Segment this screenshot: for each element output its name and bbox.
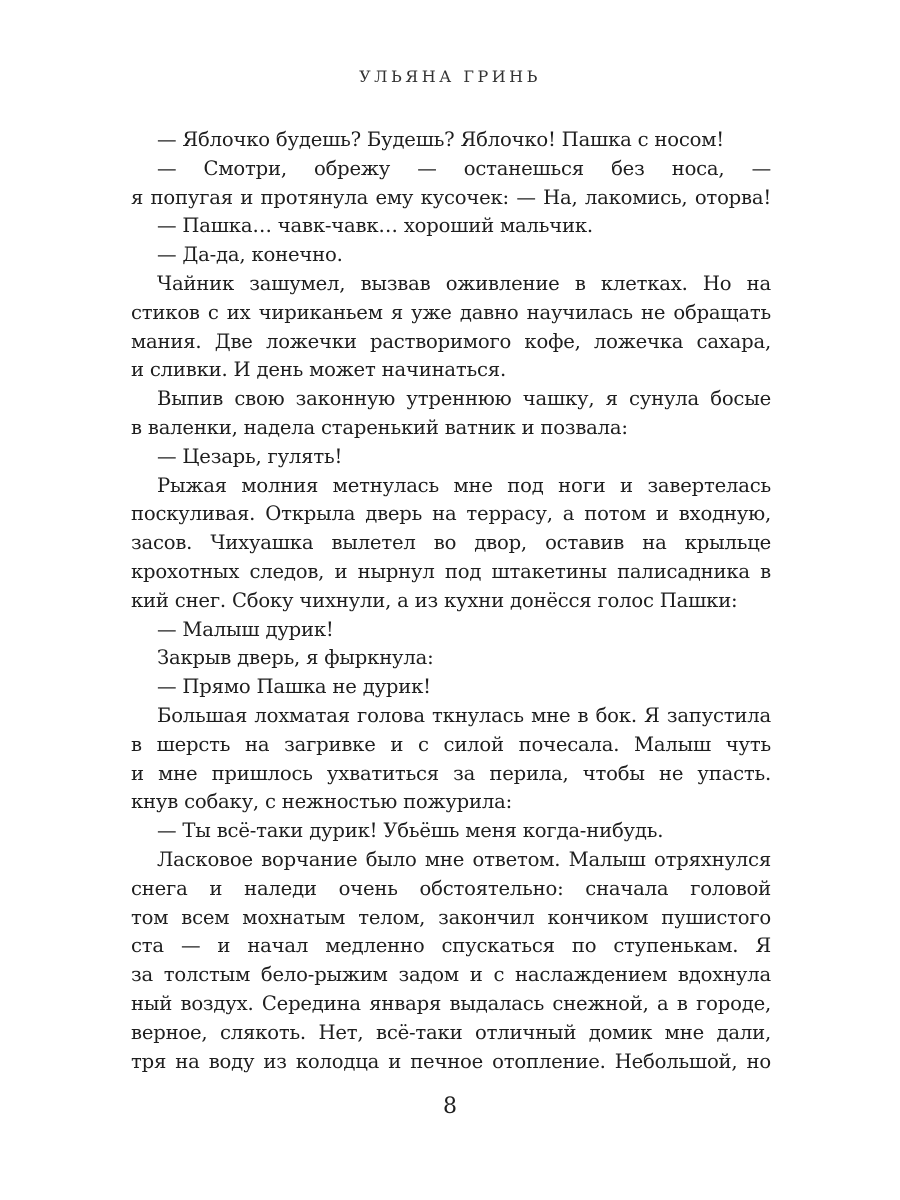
text-line: — Цезарь, гулять!	[157, 444, 343, 468]
text-line: том всем мохнатым телом, закончил кончиком пушистого	[131, 905, 771, 929]
text-line: и мне пришлось ухватиться за перила, чтобы не упасть.	[131, 761, 771, 785]
text-line: — Пашка… чавк-чавк… хороший мальчик.	[157, 214, 593, 238]
text-line: тря на воду из колодца и печное отопление. Небольшой, но	[131, 1049, 771, 1073]
text-line: Чайник зашумел, вызвав оживление в клетках. Но на	[157, 271, 771, 295]
text-line: я попугая и протянула ему кусочек: — На, лакомись, оторва!	[131, 185, 771, 209]
text-line: засов. Чихуашка вылетел во двор, оставив на крыльце	[131, 531, 771, 555]
text-line: кий снег. Сбоку чихнули, а из кухни донёсся голос Пашки:	[131, 588, 738, 612]
text-line: кнув собаку, с нежностью пожурила:	[131, 790, 513, 814]
text-line: ный воздух. Середина января выдалась снежной, а в городе,	[131, 991, 771, 1015]
text-line: — Ты всё-таки дурик! Убьёшь меня когда-нибудь.	[157, 819, 664, 843]
text-line: — Яблочко будешь? Будешь? Яблочко! Пашка с носом!	[157, 128, 724, 151]
text-line: мания. Две ложечки растворимого кофе, ложечка сахара,	[131, 329, 771, 353]
text-line: за толстым бело-рыжим задом и с наслаждением вдохнула	[131, 963, 771, 987]
text-line: ста — и начал медленно спускаться по ступенькам. Я	[131, 934, 771, 958]
body-text	[131, 126, 771, 1076]
text-line: — Да-да, конечно.	[157, 243, 343, 267]
text-line: Ласковое ворчание было мне ответом. Малыш отряхнулся	[157, 847, 771, 871]
running-head-author: УЛЬЯНА ГРИНЬ	[359, 67, 541, 86]
page-number: 8	[443, 1094, 457, 1119]
text-line: в шерсть на загривке и с силой почесала. Малыш чуть	[131, 732, 771, 756]
text-line: и сливки. И день может начинаться.	[131, 358, 506, 382]
text-line: стиков с их чириканьем я уже давно научилась не обращать	[131, 300, 771, 324]
text-line: — Малыш дурик!	[157, 617, 334, 641]
text-line: в валенки, надела старенький ватник и позвала:	[131, 415, 628, 439]
text-line: — Прямо Пашка не дурик!	[157, 675, 431, 699]
text-line: Рыжая молния метнулась мне под ноги и завертелась	[157, 473, 771, 497]
text-line: Закрыв дверь, я фыркнула:	[157, 646, 434, 670]
text-line: Большая лохматая голова ткнулась мне в бок. Я запустила	[157, 703, 771, 727]
text-line: — Смотри, обрежу — останешься без носа, —	[157, 156, 771, 180]
text-line: Выпив свою законную утреннюю чашку, я сунула босые	[157, 387, 771, 411]
text-line: снега и наледи очень обстоятельно: сначала головой	[131, 876, 771, 900]
text-line: верное, слякоть. Нет, всё-таки отличный домик мне дали,	[131, 1020, 771, 1044]
text-line: крохотных следов, и нырнул под штакетины палисадника в	[131, 559, 771, 583]
text-line: поскуливая. Открыла дверь на террасу, а потом и входную,	[131, 502, 771, 526]
